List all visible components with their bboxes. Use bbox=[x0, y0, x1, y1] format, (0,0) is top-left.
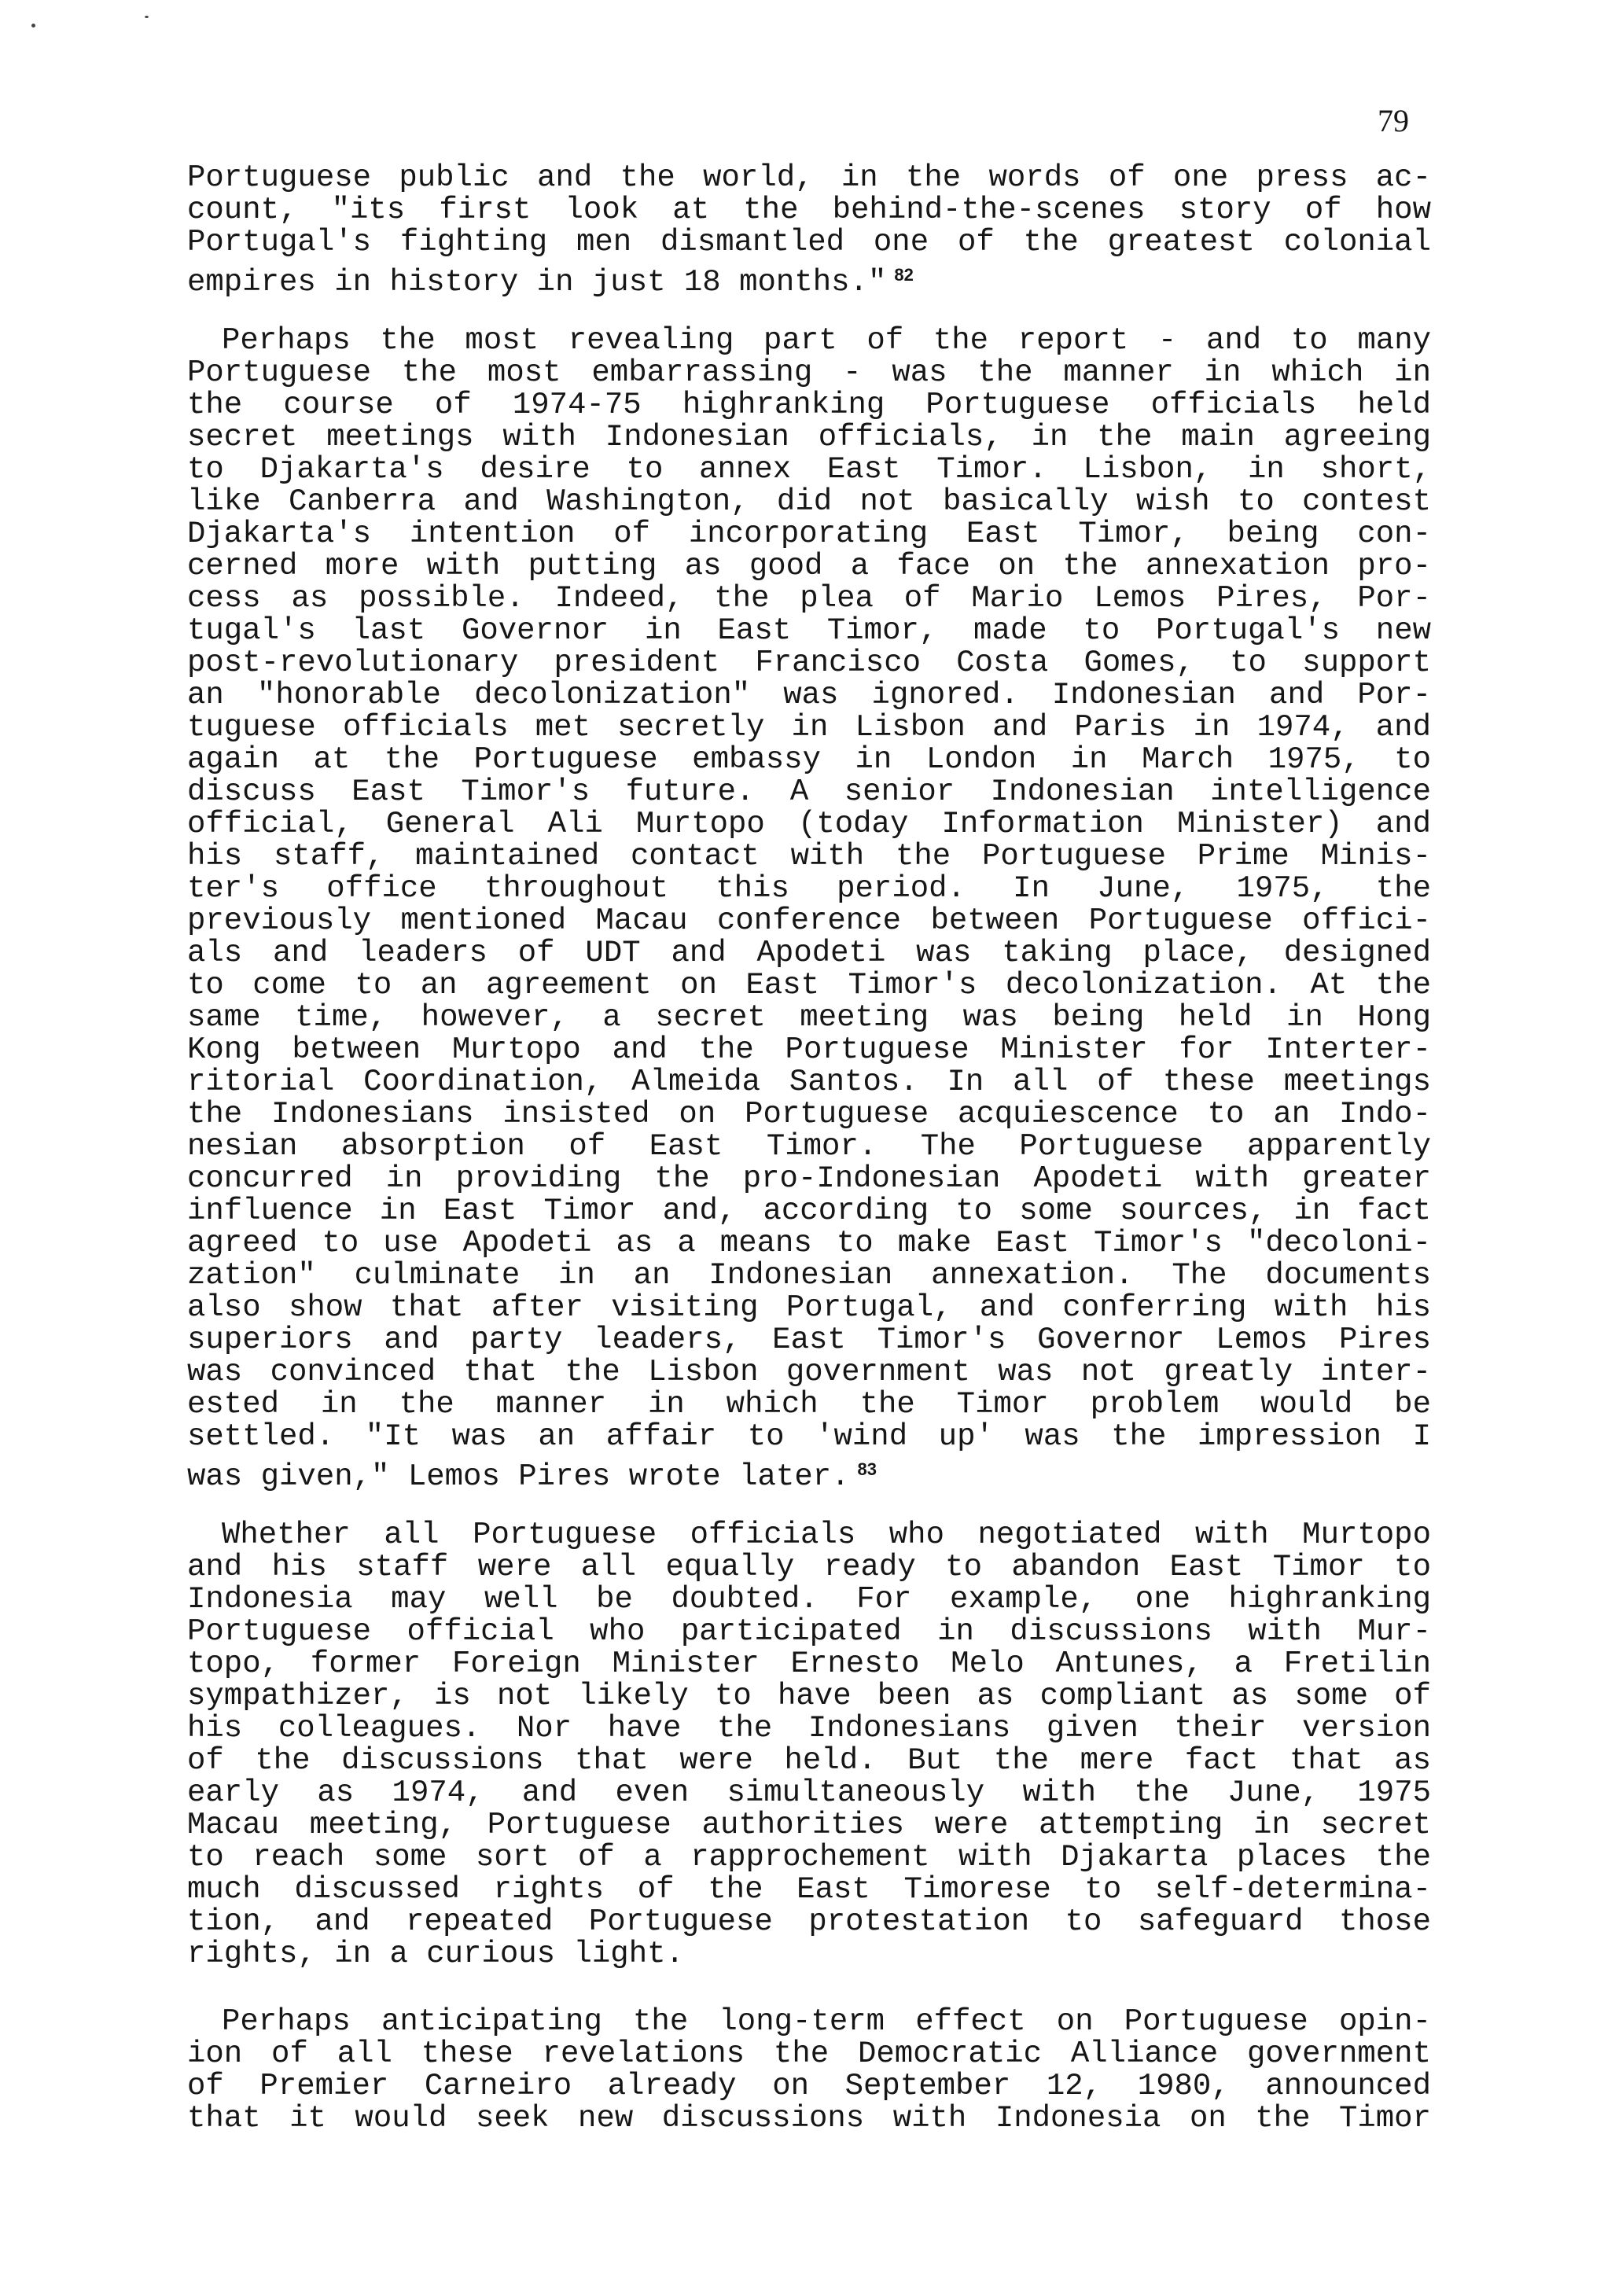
text-line: also show that after visiting Portugal, and conferring with his bbox=[187, 1292, 1431, 1324]
page-number: 79 bbox=[1378, 103, 1409, 138]
text-line: same time, however, a secret meeting was being held in Hong bbox=[187, 1002, 1431, 1034]
text-line: was convinced that the Lisbon government was not greatly inter- bbox=[187, 1356, 1431, 1389]
text-line: secret meetings with Indonesian officials, in the main agreeing bbox=[187, 421, 1431, 454]
scan-speck bbox=[31, 24, 35, 28]
line-text: was given," Lemos Pires wrote later. bbox=[187, 1459, 850, 1494]
text-line: Portuguese official who participated in discussions with Mur- bbox=[187, 1616, 1431, 1648]
text-line: topo, former Foreign Minister Ernesto Melo Antunes, a Fretilin bbox=[187, 1648, 1431, 1680]
text-line: influence in East Timor and, according to some sources, in fact bbox=[187, 1195, 1431, 1227]
text-line: als and leaders of UDT and Apodeti was taking place, designed bbox=[187, 937, 1431, 970]
text-line: Djakarta's intention of incorporating East Timor, being con- bbox=[187, 518, 1431, 550]
text-line: zation" culminate in an Indonesian annexation. The documents bbox=[187, 1260, 1431, 1292]
text-line: post-revolutionary president Francisco Costa Gomes, to support bbox=[187, 647, 1431, 679]
text-line: superiors and party leaders, East Timor's Governor Lemos Pires bbox=[187, 1324, 1431, 1356]
footnote-marker: 82 bbox=[894, 265, 914, 285]
text-line: his colleagues. Nor have the Indonesians given their version bbox=[187, 1713, 1431, 1745]
paragraph-1 bbox=[187, 162, 1431, 300]
text-line: Indonesia may well be doubted. For example, one highranking bbox=[187, 1584, 1431, 1616]
text-line-indented: Whether all Portuguese officials who negotiated with Murtopo bbox=[222, 1519, 1431, 1551]
text-line: to reach some sort of a rapprochement with Djakarta places the bbox=[187, 1842, 1431, 1874]
text-line-last: rights, in a curious light. bbox=[187, 1937, 684, 1971]
text-line: tugal's last Governor in East Timor, made to Portugal's new bbox=[187, 615, 1431, 647]
text-line: count, "its first look at the behind-the-scenes story of how bbox=[187, 194, 1431, 226]
text-line: settled. "It was an affair to 'wind up' was the impression I bbox=[187, 1421, 1431, 1453]
text-line-last bbox=[187, 1453, 1431, 1494]
line-text: empires in history in just 18 months." bbox=[187, 265, 887, 300]
text-line: Portuguese public and the world, in the words of one press ac- bbox=[187, 162, 1431, 194]
paragraph-3 bbox=[187, 1519, 1431, 1970]
text-line: much discussed rights of the East Timorese to self-determina- bbox=[187, 1874, 1431, 1906]
text-line: Macau meeting, Portuguese authorities were attempting in secret bbox=[187, 1809, 1431, 1842]
text-line-last bbox=[187, 259, 1431, 300]
text-line: like Canberra and Washington, did not basically wish to contest bbox=[187, 486, 1431, 518]
text-line: previously mentioned Macau conference between Portuguese offici- bbox=[187, 905, 1431, 937]
text-line: cerned more with putting as good a face on the annexation pro- bbox=[187, 550, 1431, 583]
scan-speck bbox=[145, 16, 149, 18]
text-line: of the discussions that were held. But the mere fact that as bbox=[187, 1745, 1431, 1777]
text-line: of Premier Carneiro already on September 12, 1980, announced bbox=[187, 2070, 1431, 2103]
text-line: early as 1974, and even simultaneously with the June, 1975 bbox=[187, 1777, 1431, 1809]
text-line: the course of 1974-75 highranking Portuguese officials held bbox=[187, 389, 1431, 421]
text-line: official, General Ali Murtopo (today Information Minister) and bbox=[187, 808, 1431, 841]
footnote-marker: 83 bbox=[857, 1459, 877, 1479]
text-line: ritorial Coordination, Almeida Santos. In all of these meetings bbox=[187, 1066, 1431, 1098]
text-line-indented: Perhaps the most revealing part of the report - and to many bbox=[222, 325, 1431, 357]
text-line: concurred in providing the pro-Indonesian Apodeti with greater bbox=[187, 1163, 1431, 1195]
paragraph-4 bbox=[187, 2006, 1431, 2135]
text-line: to Djakarta's desire to annex East Timor. Lisbon, in short, bbox=[187, 454, 1431, 486]
text-line: to come to an agreement on East Timor's decolonization. At the bbox=[187, 970, 1431, 1002]
text-line: ion of all these revelations the Democratic Alliance government bbox=[187, 2038, 1431, 2070]
text-line: ested in the manner in which the Timor problem would be bbox=[187, 1389, 1431, 1421]
text-line-indented: Perhaps anticipating the long-term effect on Portuguese opin- bbox=[222, 2006, 1431, 2038]
text-line: agreed to use Apodeti as a means to make East Timor's "decoloni- bbox=[187, 1227, 1431, 1260]
text-line: Portuguese the most embarrassing - was the manner in which in bbox=[187, 357, 1431, 389]
text-line: an "honorable decolonization" was ignored. Indonesian and Por- bbox=[187, 679, 1431, 712]
text-line: his staff, maintained contact with the Portuguese Prime Minis- bbox=[187, 841, 1431, 873]
text-line: tuguese officials met secretly in Lisbon and Paris in 1974, and bbox=[187, 712, 1431, 744]
text-line: Portugal's fighting men dismantled one of the greatest colonial bbox=[187, 226, 1431, 259]
text-line: tion, and repeated Portuguese protestation to safeguard those bbox=[187, 1906, 1431, 1938]
text-line: that it would seek new discussions with Indonesia on the Timor bbox=[187, 2103, 1431, 2135]
text-line: ter's office throughout this period. In June, 1975, the bbox=[187, 873, 1431, 905]
text-line: discuss East Timor's future. A senior Indonesian intelligence bbox=[187, 776, 1431, 808]
text-line: Kong between Murtopo and the Portuguese Minister for Interter- bbox=[187, 1034, 1431, 1066]
paragraph-2 bbox=[187, 325, 1431, 1494]
text-line: the Indonesians insisted on Portuguese acquiescence to an Indo- bbox=[187, 1098, 1431, 1131]
text-line: cess as possible. Indeed, the plea of Mario Lemos Pires, Por- bbox=[187, 583, 1431, 615]
text-line: again at the Portuguese embassy in London in March 1975, to bbox=[187, 744, 1431, 776]
text-line: sympathizer, is not likely to have been as compliant as some of bbox=[187, 1680, 1431, 1713]
text-line: and his staff were all equally ready to abandon East Timor to bbox=[187, 1551, 1431, 1584]
text-line: nesian absorption of East Timor. The Portuguese apparently bbox=[187, 1131, 1431, 1163]
